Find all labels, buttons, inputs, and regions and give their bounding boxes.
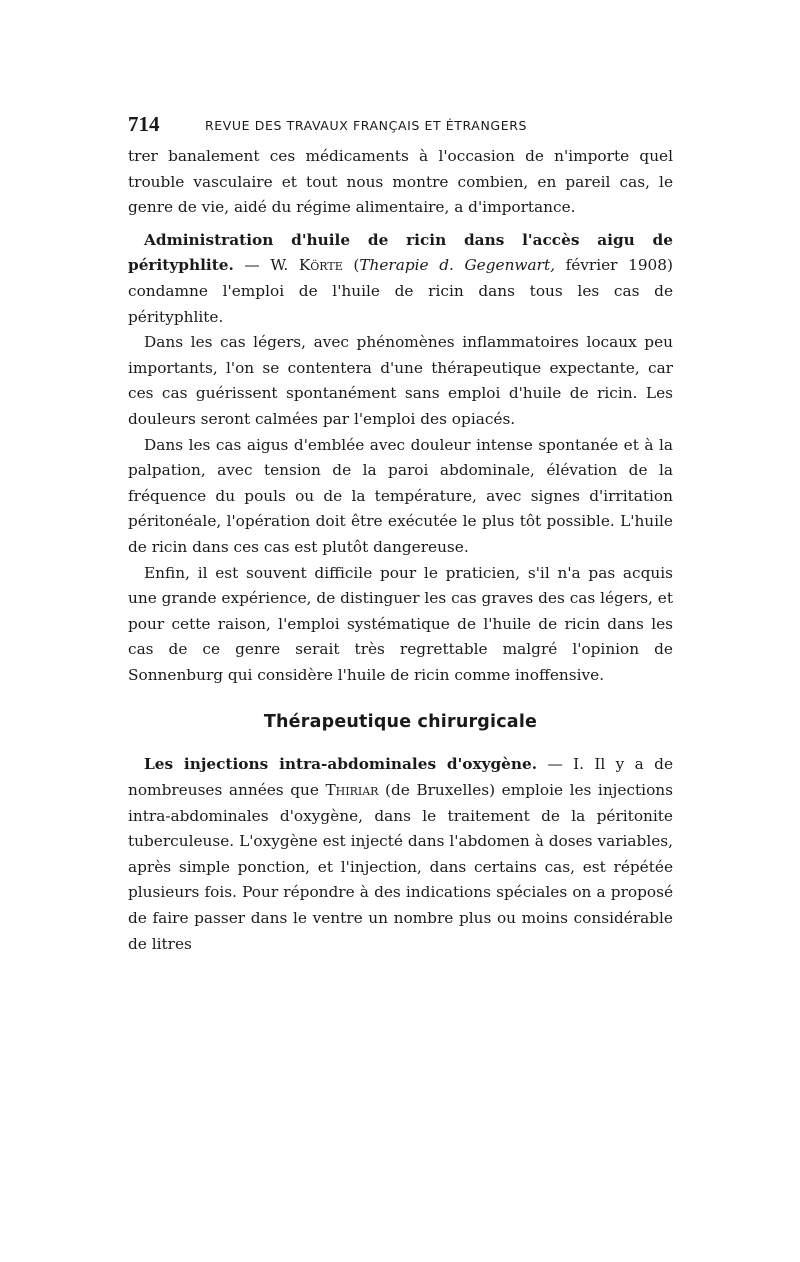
- article-title-ricin: Administration d'huile de ricin dans l'accès aigu de pérityphlite.: [128, 230, 673, 275]
- paragraph-intro: trer banalement ces médicaments à l'occasion de n'importe quel trouble vasculaire et tout nous montre combien, en pareil cas, le genre de vie, aidé du régime alimentaire, a d'importance.: [128, 147, 673, 217]
- journal-reference: Therapie d. Gegenwart,: [359, 256, 555, 275]
- author-separator: — W.: [233, 256, 299, 275]
- paragraph-ricin-heading: [128, 228, 673, 330]
- paragraph-oxygen: [128, 752, 673, 957]
- section-heading: Thérapeutique chirurgicale: [263, 712, 538, 733]
- oxygen-rest: (de Bruxelles) emploie les injections intra-abdominales d'oxygène, dans le traitement de la péritonite tuberculeuse. L'oxygène est injecté dans l'abdomen à doses variables, après simple ponction, et l'injection, dans certains cas, est répétée plusieurs fois. Pour répondre à des indications spéciales on a proposé de faire passer dans le ventre un nombre plus ou moins considérable de litres: [128, 781, 673, 953]
- article-title-oxygen: Les injections intra-abdominales d'oxygène.: [144, 755, 538, 774]
- paragraph-conclusion: Enfin, il est souvent difficile pour le praticien, s'il n'a pas acquis une grande expérience, de distinguer les cas graves des cas légers, et pour cette raison, l'emploi systématique de l'huile de ricin dans les cas de ce genre serait très regrettable malgré l'opinion de Sonnenburg qui considère l'huile de ricin comme inoffensive.: [128, 563, 673, 684]
- page-number: 714: [128, 112, 160, 136]
- journal-title: REVUE DES TRAVAUX FRANÇAIS ET ÉTRANGERS: [205, 118, 528, 133]
- reference-open: (: [342, 256, 360, 275]
- paragraph-mild-cases: Dans les cas légers, avec phénomènes inflammatoires locaux peu importants, l'on se contentera d'une thérapeutique expectante, car ces cas guérissent spontanément sans emploi d'huile de ricin. Les douleurs seront calmées par l'emploi des opiacés.: [128, 333, 673, 428]
- author-name: Körte: [298, 256, 343, 275]
- reference-rest: février 1908) condamne l'emploi de l'huile de ricin dans tous les cas de pérityphlite.: [128, 256, 673, 326]
- oxygen-lead: — I. Il y a de nombreuses années que: [128, 755, 673, 800]
- surgeon-name: Thiriar: [325, 781, 379, 800]
- paragraph-acute-cases: Dans les cas aigus d'emblée avec douleur intense spontanée et à la palpation, avec tension de la paroi abdominale, élévation de la fréquence du pouls ou de la température, avec signes d'irritation péritonéale, l'opération doit être exécutée le plus tôt possible. L'huile de ricin dans ces cas est plutôt dangereuse.: [128, 435, 673, 556]
- page: [128, 112, 673, 957]
- running-head: [128, 112, 673, 140]
